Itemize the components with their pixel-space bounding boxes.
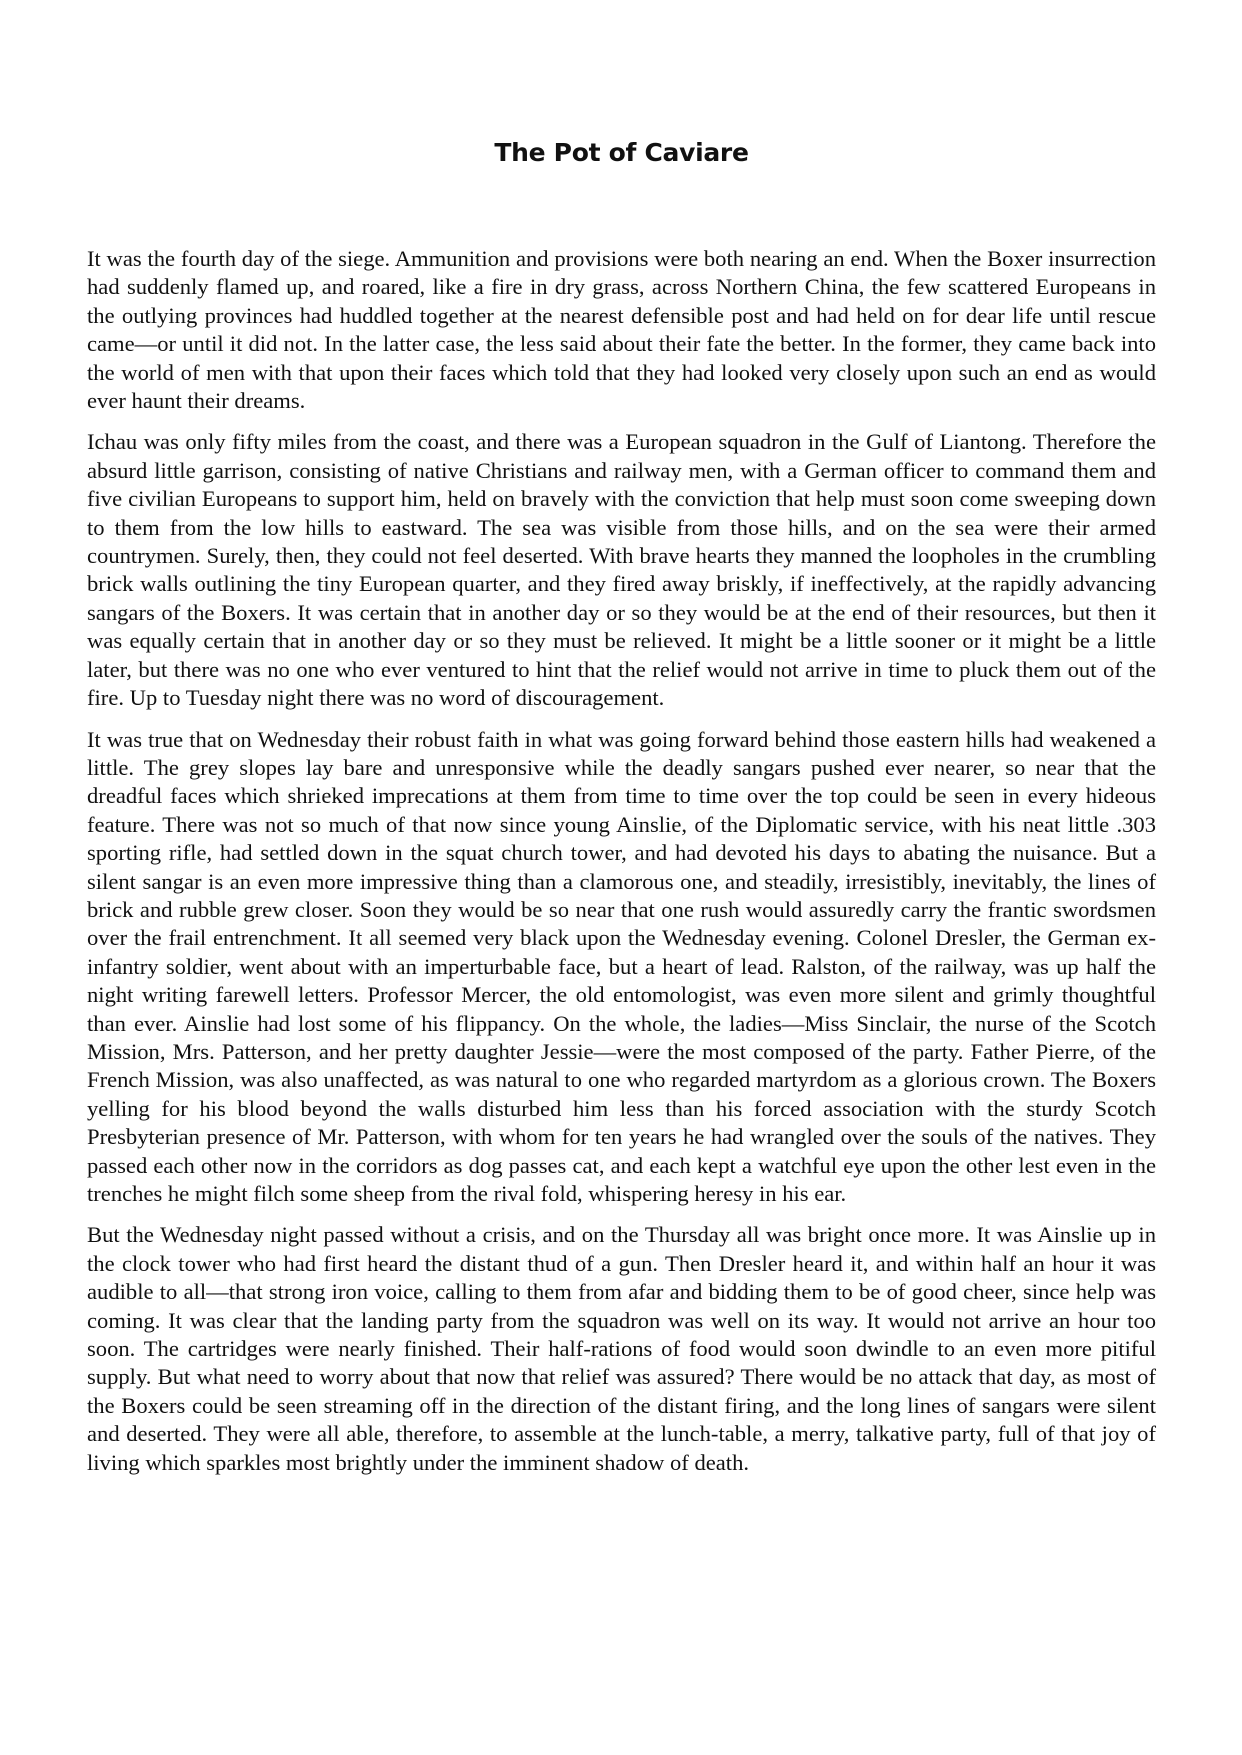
paragraph: It was the fourth day of the siege. Ammunition and provisions were both nearing an end. When the Boxer insurrection had suddenly flamed up, and roared, like a fire in dry grass, across Northern China, the few scattered Europeans in the outlying provinces had huddled together at the nearest defensible post and had held on for dear life until rescue came—or until it did not. In the latter case, the less said about their fate the better. In the former, they came back into the world of men with that upon their faces which told that they had looked very closely upon such an end as would ever haunt their dreams. — [87, 246, 1156, 414]
paragraph: Ichau was only fifty miles from the coast, and there was a European squadron in the Gulf of Liantong. Therefore the absurd little garrison, consisting of native Christians and railway men, with a German officer to command them and five civilian Europeans to support him, held on bravely with the conviction that help must soon come sweeping down to them from the low hills to eastward. The sea was visible from those hills, and on the sea were their armed countrymen. Surely, then, they could not feel deserted. With brave hearts they manned the loopholes in the crumbling brick walls outlining the tiny European quarter, and they fired away briskly, if ineffectively, at the rapidly advancing sangars of the Boxers. It was certain that in another day or so they would be at the end of their resources, but then it was equally certain that in another day or so they must be relieved. It might be a little sooner or it might be a little later, but there was no one who ever ventured to hint that the relief would not arrive in time to pluck them out of the fire. Up to Tuesday night there was no word of discouragement. — [87, 429, 1156, 711]
document-title: The Pot of Caviare — [494, 138, 749, 167]
paragraph: But the Wednesday night passed without a crisis, and on the Thursday all was bright once more. It was Ainslie up in the clock tower who had first heard the distant thud of a gun. Then Dresler heard it, and within half an hour it was audible to all—that strong iron voice, calling to them from afar and bidding them to be of good cheer, since help was coming. It was clear that the landing party from the squadron was well on its way. It would not arrive an hour too soon. The cartridges were nearly finished. Their half-rations of food would soon dwindle to an even more pitiful supply. But what need to worry about that now that relief was assured? There would be no attack that day, as most of the Boxers could be seen streaming off in the direction of the distant firing, and the long lines of sangars were silent and deserted. They were all able, therefore, to assemble at the lunch-table, a merry, talkative party, full of that joy of living which sparkles most brightly under the imminent shadow of death. — [87, 1222, 1156, 1475]
paragraph: It was true that on Wednesday their robust faith in what was going forward behind those eastern hills had weakened a little. The grey slopes lay bare and unresponsive while the deadly sangars pushed ever nearer, so near that the dreadful faces which shrieked imprecations at them from time to time over the top could be seen in every hideous feature. There was not so much of that now since young Ainslie, of the Diplomatic service, with his neat little .303 sporting rifle, had settled down in the squat church tower, and had devoted his days to abating the nuisance. But a silent sangar is an even more impressive thing than a clamorous one, and steadily, irresistibly, inevitably, the lines of brick and rubble grew closer. Soon they would be so near that one rush would assuredly carry the frantic swordsmen over the frail entrenchment. It all seemed very black upon the Wednesday evening. Colonel Dresler, the German ex-infantry soldier, went about with an imperturbable face, but a heart of lead. Ralston, of the railway, was up half the night writing farewell letters. Professor Mercer, the old entomologist, was even more silent and grimly thoughtful than ever. Ainslie had lost some of his flippancy. On the whole, the ladies—Miss Sinclair, the nurse of the Scotch Mission, Mrs. Patterson, and her pretty daughter Jessie—were the most composed of the party. Father Pierre, of the French Mission, was also unaffected, as was natural to one who regarded martyrdom as a glorious crown. The Boxers yelling for his blood beyond the walls disturbed him less than his forced association with the sturdy Scotch Presbyterian presence of Mr. Patterson, with whom for ten years he had wrangled over the souls of the natives. They passed each other now in the corridors as dog passes cat, and each kept a watchful eye upon the other lest even in the trenches he might filch some sheep from the rival fold, whispering heresy in his ear. — [87, 726, 1156, 1206]
